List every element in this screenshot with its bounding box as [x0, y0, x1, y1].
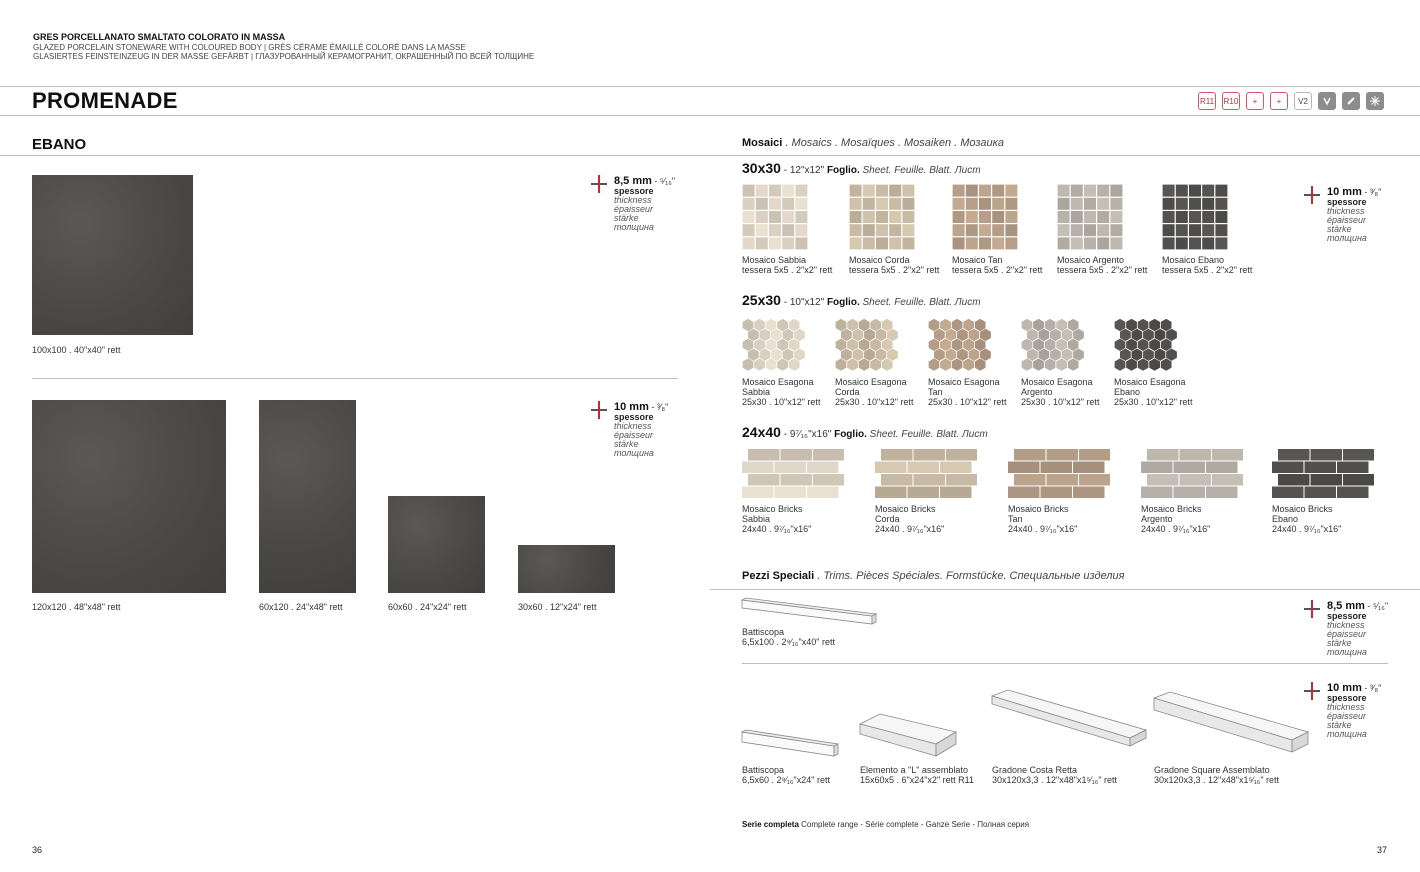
brick-mosaic-caption: Mosaico Bricks Corda 24x40 . 9⁷⁄₁₆"x16"	[875, 504, 945, 534]
square-mosaic-caption: Mosaico Argento tessera 5x5 . 2"x2" rett	[1057, 255, 1148, 275]
square-mosaic-sheet	[849, 184, 915, 250]
divider-trims-mid	[742, 663, 1388, 664]
tile-100x100	[32, 175, 193, 335]
thickness-icon	[1303, 186, 1321, 204]
trim-caption: Battiscopa 6,5x100 . 2⁹⁄₁₆"x40" rett	[742, 627, 835, 647]
tile-60x60	[388, 496, 485, 593]
shade-variation-icon: V2	[1294, 92, 1312, 110]
tile-100x100-caption: 100x100 . 40"x40" rett	[32, 345, 121, 355]
trim-caption: Gradone Square Assemblato 30x120x3,3 . 12"x48"x1⁵⁄₁₆" rett	[1154, 765, 1280, 785]
header-subtitle-1: GLAZED PORCELAIN STONEWARE WITH COLOURED BODY | GRÈS CÉRAME ÉMAILLÉ COLORÉ DANS LA MASSE	[33, 43, 466, 52]
format-25x30-heading: 25x30 - 10"x12" Foglio. Sheet. Feuille. Blatt. Лист	[742, 292, 981, 308]
brick-mosaic-caption: Mosaico Bricks Argento 24x40 . 9⁷⁄₁₆"x16"	[1141, 504, 1211, 534]
series-title: PROMENADE	[32, 88, 178, 113]
square-mosaic-caption: Mosaico Ebano tessera 5x5 . 2"x2" rett	[1162, 255, 1253, 275]
thickness-10mm-trims: 10 mm - ³⁄₈" spessore thickness épaisseur stärke толщина	[1303, 682, 1381, 739]
trim-caption: Gradone Costa Retta 30x120x3,3 . 12"x48"x1⁵⁄₁₆" rett	[992, 765, 1118, 785]
brick-mosaic-sheet	[1008, 449, 1110, 499]
square-mosaic-sheet	[1057, 184, 1123, 250]
tile-60x60-caption: 60x60 . 24"x24" rett	[388, 602, 467, 612]
divider-series	[0, 115, 1420, 116]
hex-mosaic-sheet	[742, 319, 806, 373]
r11-slip-icon: R11	[1198, 92, 1216, 110]
gradone-square-drawing	[1152, 690, 1312, 756]
square-mosaic-sheet	[742, 184, 808, 250]
tile-30x60-caption: 30x60 . 12"x24" rett	[518, 602, 597, 612]
thickness-10mm-icon: +	[1246, 92, 1264, 110]
mosaics-heading: Mosaici . Mosaics . Mosaïques . Mosaiken . Мозаика	[742, 137, 1004, 149]
complete-range-note: Serie completa Complete range - Série complete - Ganze Serie - Полная серия	[742, 820, 1030, 829]
brick-mosaic-sheet	[1141, 449, 1243, 499]
hex-mosaic-sheet	[928, 319, 992, 373]
r10-slip-icon: R10	[1222, 92, 1240, 110]
gradone-costa-retta-drawing	[990, 688, 1150, 754]
thickness-10mm-mosaics: 10 mm - ³⁄₈" spessore thickness épaisseur stärke толщина	[1303, 186, 1381, 243]
brick-mosaic-sheet	[1272, 449, 1374, 499]
format-30x30-heading: 30x30 - 12"x12" Foglio. Sheet. Feuille. Blatt. Лист	[742, 160, 981, 176]
trim-caption: Battiscopa 6,5x60 . 2⁹⁄₁₆"x24" rett	[742, 765, 830, 785]
hex-mosaic-caption: Mosaico Esagona Corda 25x30 . 10"x12" rett	[835, 377, 914, 407]
tile-60x120-caption: 60x120 . 24"x48" rett	[259, 602, 343, 612]
square-mosaic-caption: Mosaico Sabbia tessera 5x5 . 2"x2" rett	[742, 255, 833, 275]
feature-icons	[1198, 92, 1384, 110]
square-mosaic-caption: Mosaico Tan tessera 5x5 . 2"x2" rett	[952, 255, 1043, 275]
thickness-8mm-icon: +	[1270, 92, 1288, 110]
trims-heading: Pezzi Speciali . Trims. Pièces Spéciales. Formstücke. Специальные изделия	[742, 570, 1125, 582]
tile-60x120	[259, 400, 356, 593]
hex-mosaic-caption: Mosaico Esagona Ebano 25x30 . 10"x12" rett	[1114, 377, 1193, 407]
brick-mosaic-sheet	[875, 449, 977, 499]
divider-trims	[710, 589, 1420, 590]
hex-mosaic-caption: Mosaico Esagona Argento 25x30 . 10"x12" rett	[1021, 377, 1100, 407]
brick-mosaic-caption: Mosaico Bricks Sabbia 24x40 . 9⁷⁄₁₆"x16"	[742, 504, 812, 534]
header-title: GRES PORCELLANATO SMALTATO COLORATO IN MASSA	[33, 32, 286, 42]
page-number-left: 36	[32, 845, 43, 855]
color-name: EBANO	[32, 136, 87, 153]
elemento-l-drawing	[858, 712, 958, 762]
page-number-right: 37	[1377, 845, 1388, 855]
hex-mosaic-sheet	[1021, 319, 1085, 373]
brick-mosaic-sheet	[742, 449, 844, 499]
divider-top	[0, 86, 1420, 87]
header-subtitle-2: GLASIERTES FEINSTEINZEUG IN DER MASSE GEFÄRBT | ГЛАЗУРОВАННЫЙ КЕРАМОГРАНИТ, ОКРАШЕННЫЙ ПО ВСЕЙ ТОЛЩИНЕ	[33, 52, 535, 61]
divider-mosaics	[710, 155, 1420, 156]
hex-mosaic-caption: Mosaico Esagona Tan 25x30 . 10"x12" rett	[928, 377, 1007, 407]
hex-mosaic-caption: Mosaico Esagona Sabbia 25x30 . 10"x12" rett	[742, 377, 821, 407]
tile-120x120-caption: 120x120 . 48"x48" rett	[32, 602, 121, 612]
thickness-8-5mm-trims: 8,5 mm - ⁵⁄₁₆" spessore thickness épaisseur stärke толщина	[1303, 600, 1388, 657]
battiscopa-60-drawing	[740, 728, 840, 760]
hex-mosaic-sheet	[1114, 319, 1178, 373]
frost-resistant-icon	[1318, 92, 1336, 110]
brick-mosaic-caption: Mosaico Bricks Tan 24x40 . 9⁷⁄₁₆"x16"	[1008, 504, 1078, 534]
snowflake-icon	[1366, 92, 1384, 110]
divider-left-mid	[32, 378, 678, 379]
format-24x40-heading: 24x40 - 9⁷⁄₁₆"x16" Foglio. Sheet. Feuille. Blatt. Лист	[742, 424, 988, 440]
thickness-icon	[590, 175, 608, 193]
brick-mosaic-caption: Mosaico Bricks Ebano 24x40 . 9⁷⁄₁₆"x16"	[1272, 504, 1342, 534]
thickness-icon	[590, 401, 608, 419]
thickness-10mm-left: 10 mm - ³⁄₈" spessore thickness épaisseur stärke толщина	[590, 401, 668, 458]
divider-color	[0, 155, 710, 156]
rectified-icon	[1342, 92, 1360, 110]
square-mosaic-sheet	[952, 184, 1018, 250]
thickness-8-5mm-left: 8,5 mm - ⁵⁄₁₆" spessore thickness épaisseur stärke толщина	[590, 175, 675, 232]
thickness-icon	[1303, 600, 1321, 618]
tile-120x120	[32, 400, 226, 593]
tile-30x60	[518, 545, 615, 593]
square-mosaic-caption: Mosaico Corda tessera 5x5 . 2"x2" rett	[849, 255, 940, 275]
trim-caption: Elemento a "L" assemblato 15x60x5 . 6"x24"x2" rett R11	[860, 765, 974, 785]
square-mosaic-sheet	[1162, 184, 1228, 250]
hex-mosaic-sheet	[835, 319, 899, 373]
